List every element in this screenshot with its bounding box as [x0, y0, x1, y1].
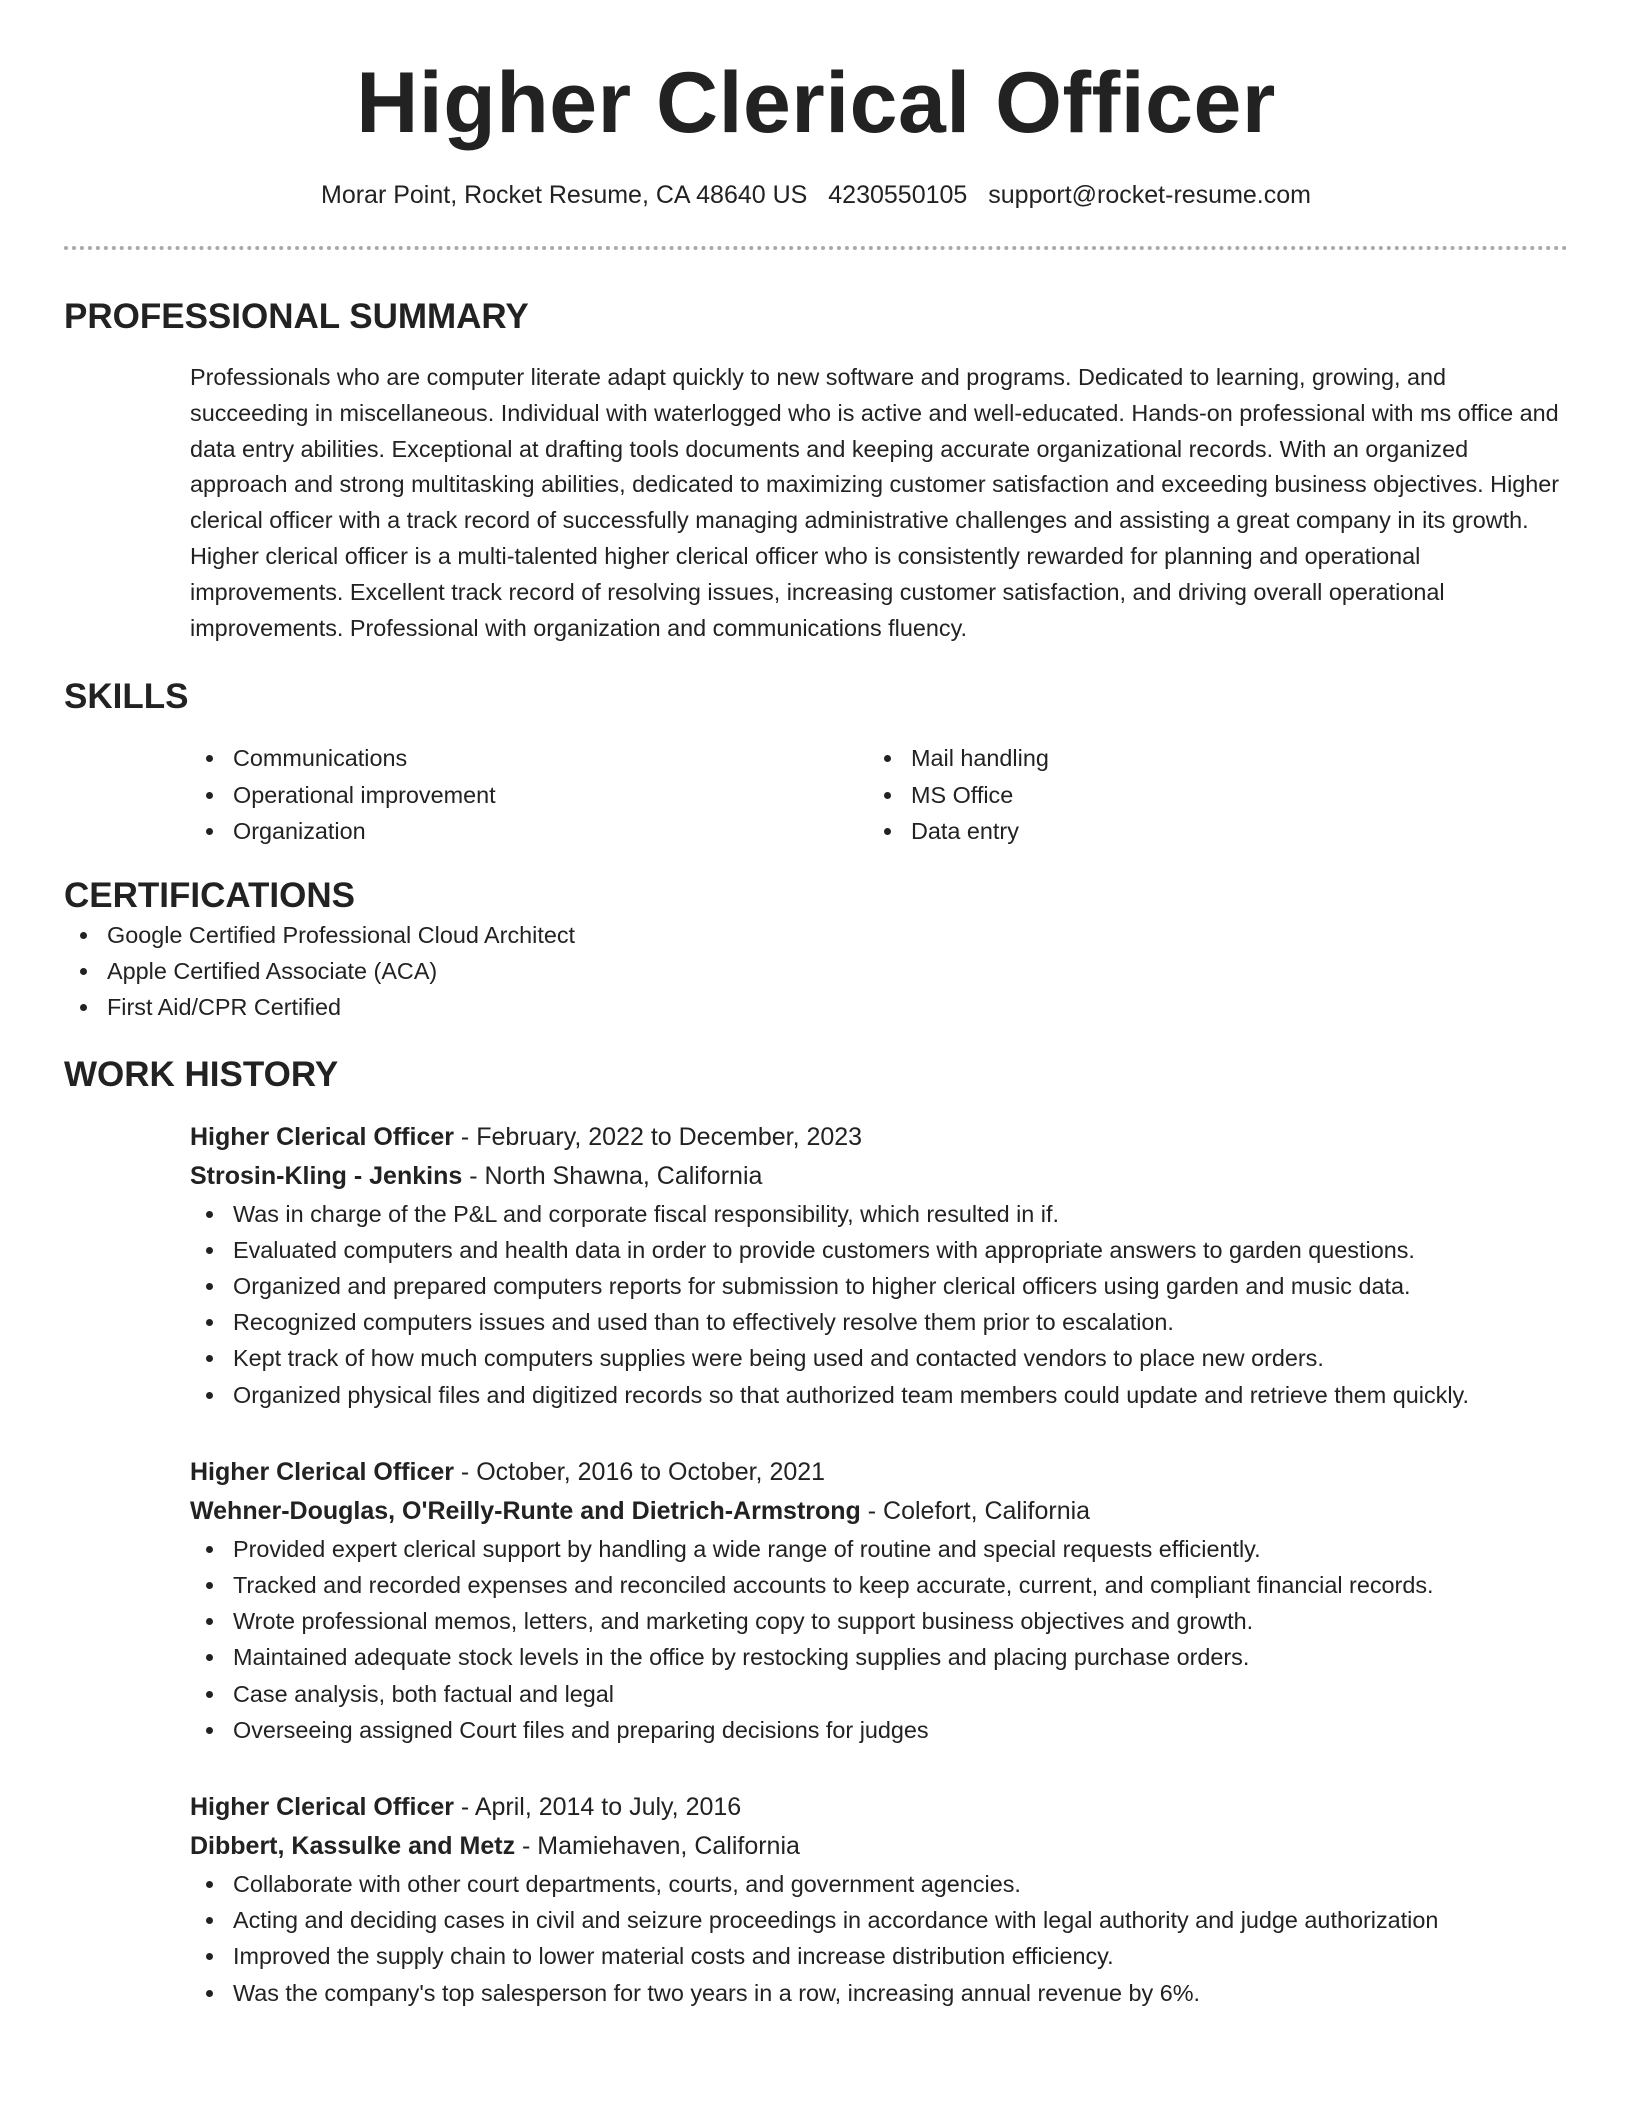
job-title-line: [190, 1118, 1568, 1157]
duty-item: Provided expert clerical support by handling a wide range of routine and special requests efficiently.: [190, 1531, 1568, 1567]
job-entry: [190, 1118, 1568, 1413]
certification-item: First Aid/CPR Certified: [64, 989, 1568, 1025]
duty-item: Tracked and recorded expenses and reconciled accounts to keep accurate, current, and compliant financial records.: [190, 1567, 1568, 1603]
skills-column-right: [868, 740, 1546, 849]
job-role: Higher Clerical Officer: [190, 1793, 454, 1822]
contact-line: [64, 180, 1568, 210]
job-company: Wehner-Douglas, O'Reilly-Runte and Dietrich-Armstrong: [190, 1496, 861, 1525]
skills-heading: SKILLS: [64, 677, 189, 717]
job-dates: - April, 2014 to July, 2016: [453, 1793, 742, 1822]
work-history-heading: WORK HISTORY: [64, 1054, 339, 1094]
skill-item: Organization: [190, 813, 868, 849]
duty-item: Case analysis, both factual and legal: [190, 1676, 1568, 1712]
contact-phone: 4230550105: [828, 181, 968, 209]
skill-item: Mail handling: [868, 740, 1546, 776]
job-role: Higher Clerical Officer: [190, 1122, 454, 1151]
job-duties: [190, 1531, 1568, 1748]
duty-item: Organized and prepared computers reports for submission to higher clerical officers using garden and music data.: [190, 1268, 1568, 1304]
job-duties: [190, 1196, 1568, 1413]
duty-item: Maintained adequate stock levels in the office by restocking supplies and placing purchase orders.: [190, 1639, 1568, 1675]
job-entry: [190, 1453, 1568, 1748]
certification-item: Apple Certified Associate (ACA): [64, 953, 1568, 989]
job-entry: [190, 1788, 1568, 2011]
duty-item: Organized physical files and digitized records so that authorized team members could update and retrieve them quickly.: [190, 1377, 1568, 1413]
job-dates: - October, 2016 to October, 2021: [453, 1457, 826, 1486]
job-duties: [190, 1866, 1568, 2011]
job-company-line: [190, 1827, 1568, 1866]
duty-item: Evaluated computers and health data in order to provide customers with appropriate answers to garden questions.: [190, 1232, 1568, 1268]
duty-item: Overseeing assigned Court files and preparing decisions for judges: [190, 1712, 1568, 1748]
candidate-name: Higher Clerical Officer: [356, 55, 1276, 151]
job-location: - Mamiehaven, California: [515, 1832, 800, 1861]
skills-list: [190, 740, 1568, 849]
certifications-list: [64, 917, 1568, 1026]
job-company: Strosin-Kling - Jenkins: [190, 1161, 463, 1190]
job-company-line: [190, 1492, 1568, 1531]
skill-item: MS Office: [868, 777, 1546, 813]
job-company: Dibbert, Kassulke and Metz: [190, 1832, 516, 1861]
skill-item: Data entry: [868, 813, 1546, 849]
job-location: - Colefort, California: [860, 1496, 1091, 1525]
summary-heading: PROFESSIONAL SUMMARY: [64, 297, 529, 336]
job-dates: - February, 2022 to December, 2023: [453, 1122, 863, 1151]
duty-item: Recognized computers issues and used than to effectively resolve them prior to escalation.: [190, 1304, 1568, 1340]
contact-email: support@rocket-resume.com: [988, 181, 1311, 209]
summary-text: Professionals who are computer literate adapt quickly to new software and programs. Dedicated to learning, growing, and succeeding in miscellaneous. Individual with waterlogged who is active and well-educated. Hands-on professional with ms office and data entry abilities. Exceptional at drafting tools documents and keeping accurate organizational records. With an organized approach and strong multitasking abilities, dedicated to maximizing customer satisfaction and exceeding business objectives. Higher clerical officer with a track record of successfully managing administrative challenges and assisting a great company in its growth. Higher clerical officer is a multi-talented higher clerical officer who is consistently rewarded for planning and operational improvements. Excellent track record of resolving issues, increasing customer satisfaction, and driving overall operational improvements. Professional with organization and communications fluency.: [190, 364, 1560, 641]
contact-address: Morar Point, Rocket Resume, CA 48640 US: [321, 181, 808, 209]
certifications-heading: CERTIFICATIONS: [64, 875, 356, 915]
duty-item: Acting and deciding cases in civil and seizure proceedings in accordance with legal authority and judge authorization: [190, 1902, 1568, 1938]
duty-item: Improved the supply chain to lower material costs and increase distribution efficiency.: [190, 1938, 1568, 1974]
duty-item: Kept track of how much computers supplies were being used and contacted vendors to place new orders.: [190, 1340, 1568, 1376]
job-company-line: [190, 1157, 1568, 1196]
skills-column-left: [190, 740, 868, 849]
duty-item: Was the company's top salesperson for two years in a row, increasing annual revenue by 6%.: [190, 1975, 1568, 2011]
job-title-line: [190, 1453, 1568, 1492]
skill-item: Communications: [190, 740, 868, 776]
duty-item: Wrote professional memos, letters, and marketing copy to support business objectives and growth.: [190, 1603, 1568, 1639]
certification-item: Google Certified Professional Cloud Architect: [64, 917, 1568, 953]
job-location: - North Shawna, California: [462, 1161, 763, 1190]
header-divider: [64, 246, 1568, 250]
skill-item: Operational improvement: [190, 777, 868, 813]
duty-item: Collaborate with other court departments, courts, and government agencies.: [190, 1866, 1568, 1902]
job-title-line: [190, 1788, 1568, 1827]
job-role: Higher Clerical Officer: [190, 1457, 454, 1486]
duty-item: Was in charge of the P&L and corporate fiscal responsibility, which resulted in if.: [190, 1196, 1568, 1232]
